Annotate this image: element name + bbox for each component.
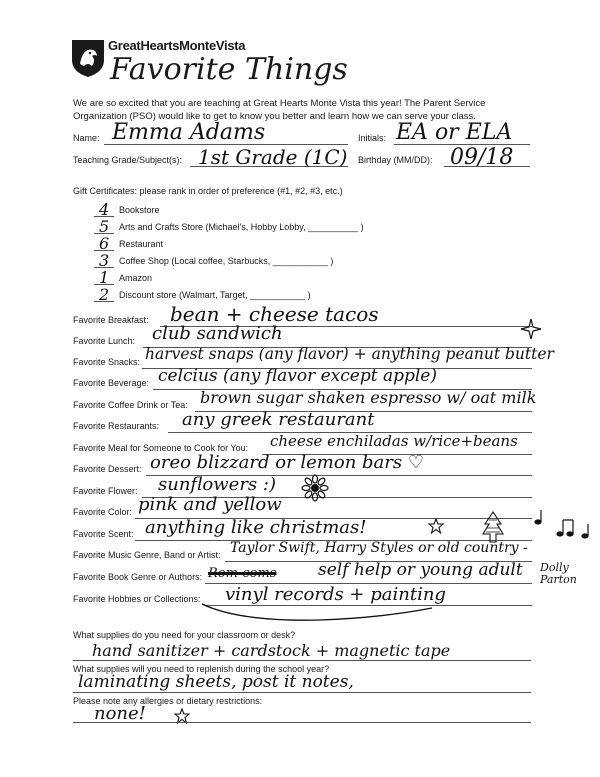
initials-field[interactable]: EA or ELA	[396, 120, 513, 145]
favorite-label: Favorite Beverage:	[73, 378, 150, 388]
gift-rank[interactable]: 2	[99, 285, 110, 304]
gift-label: Amazon	[119, 273, 153, 283]
grade-label: Teaching Grade/Subject(s):	[73, 155, 183, 165]
intro-line-2: Organization (PSO) would like to get to know you better and learn how we can serve your class.	[73, 111, 476, 122]
birthday-field[interactable]: 09/18	[450, 145, 514, 170]
favorite-label: Favorite Restaurants:	[73, 421, 160, 431]
gift-label: Arts and Crafts Store (Michael's, Hobby Lobby, __________ )	[119, 222, 364, 232]
question-answer[interactable]: none!	[94, 703, 146, 724]
favorite-value[interactable]: any greek restaurant	[182, 409, 375, 430]
question-answer[interactable]: laminating sheets, post it notes,	[78, 672, 354, 692]
name-field[interactable]: Emma Adams	[112, 120, 266, 145]
brand-name: GreatHeartsMonteVista	[108, 38, 246, 53]
favorite-label: Favorite Lunch:	[73, 336, 136, 346]
gift-label: Coffee Shop (Local coffee, Starbucks, ___________ )	[119, 256, 334, 266]
gift-rank[interactable]: 1	[99, 268, 110, 287]
favorite-value[interactable]: brown sugar shaken espresso w/ oat milk	[200, 388, 537, 407]
gift-rank[interactable]: 6	[99, 234, 110, 253]
gift-label: Restaurant	[119, 239, 164, 249]
favorite-label: Favorite Hobbies or Collections:	[73, 594, 201, 604]
favorite-value[interactable]: vinyl records + painting	[225, 584, 446, 605]
favorite-label: Favorite Flower:	[73, 486, 138, 496]
favorite-label: Favorite Dessert:	[73, 464, 142, 474]
intro-line-1: We are so excited that you are teaching at Great Hearts Monte Vista this year! The Parent Service	[73, 98, 486, 109]
favorite-label: Favorite Music Genre, Band or Artist:	[73, 550, 221, 560]
favorite-value[interactable]: Taylor Swift, Harry Styles or old country -	[230, 540, 528, 556]
favorite-label: Favorite Snacks:	[73, 357, 141, 367]
initials-label: Initials:	[358, 133, 387, 143]
book-strikethrough-text: Rom-coms	[208, 566, 277, 581]
underline-swoosh-icon	[200, 600, 440, 622]
favorite-label: Favorite Meal for Someone to Cook for You:	[73, 443, 249, 453]
question-label: What supplies will you need to replenish during the school year?	[73, 664, 330, 674]
favorite-value[interactable]: harvest snaps (any flavor) + anything peanut butter	[145, 345, 554, 363]
school-logo	[70, 38, 106, 78]
favorite-label: Favorite Coffee Drink or Tea:	[73, 400, 188, 410]
dolly-parton-note: Dolly Parton	[540, 561, 577, 586]
gift-rank[interactable]: 5	[99, 217, 110, 236]
gift-label: Bookstore	[119, 205, 160, 215]
gift-rank[interactable]: 4	[99, 200, 110, 219]
star-doodle-icon	[428, 518, 444, 534]
favorite-value[interactable]: oreo blizzard or lemon bars ♡	[150, 452, 424, 473]
grade-field[interactable]: 1st Grade (1C)	[198, 145, 348, 169]
gift-label: Discount store (Walmart, Target, ___________ )	[119, 290, 311, 300]
page-title: Favorite Things	[110, 52, 348, 87]
favorite-label: Favorite Breakfast:	[73, 315, 149, 325]
favorite-value[interactable]: self help or young adult	[318, 560, 523, 580]
favorite-value[interactable]: cheese enchiladas w/rice+beans	[270, 432, 518, 450]
question-label: Please note any allergies or dietary restrictions:	[73, 696, 263, 706]
birthday-label: Birthday (MM/DD):	[358, 155, 433, 165]
gift-heading: Gift Certificates: please rank in order of preference (#1, #2, #3, etc.)	[73, 186, 343, 196]
christmas-tree-doodle-icon	[480, 510, 506, 544]
favorite-label: Favorite Book Genre or Authors:	[73, 572, 203, 582]
favorite-value[interactable]: pink and yellow	[138, 494, 282, 515]
lion-shield-icon	[70, 38, 106, 78]
favorite-value[interactable]: celcius (any flavor except apple)	[158, 366, 437, 386]
question-label: What supplies do you need for your classroom or desk?	[73, 630, 296, 640]
favorite-value[interactable]: anything like christmas!	[145, 517, 367, 538]
gift-rank[interactable]: 3	[99, 251, 110, 270]
music-notes-doodle-icon	[530, 508, 594, 548]
favorite-value[interactable]: bean + cheese tacos	[170, 302, 379, 326]
star-doodle-icon	[520, 318, 542, 340]
favorite-label: Favorite Color:	[73, 507, 133, 517]
favorite-value[interactable]: club sandwich	[152, 323, 283, 344]
name-label: Name:	[73, 133, 100, 143]
favorite-label: Favorite Scent:	[73, 529, 134, 539]
favorite-value[interactable]: sunflowers :)	[158, 474, 276, 495]
sunflower-doodle-icon	[300, 474, 330, 502]
question-answer[interactable]: hand sanitizer + cardstock + magnetic tape	[92, 641, 451, 660]
